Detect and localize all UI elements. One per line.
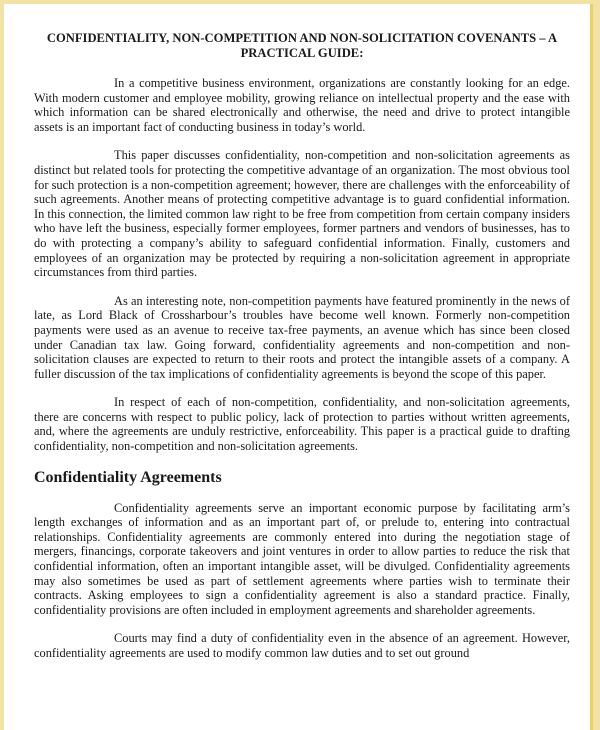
paragraph-confidentiality-courts: Courts may find a duty of confidentiality even in the absence of an agreement. However, confidentiality agreements are used to modify common law duties and to set out ground [34, 631, 570, 660]
paragraph-tax-note: As an interesting note, non-competition payments have featured prominently in the news of late, as Lord Black of Crossharbour’s troubles have become well known. Formerly non-competition payments were used as an avenue to receive tax-free payments, an avenue which has since been closed under Canadian tax law. Going forward, confidentiality agreements and non-competition and non-solicitation clauses are expected to return to their roots and protect the intangible assets of a company. A fuller discussion of the tax implications of confidentiality agreements is beyond the scope of this paper. [34, 293, 570, 381]
paragraph-scope: This paper discusses confidentiality, non-competition and non-solicitation agreements as distinct but related tools for protecting the competitive advantage of an organization. The most obvious tool for such protection is a non-competition agreement; however, there are challenges with the enforceability of such agreements. Another means of protecting competitive advantage is to guard confidential information. In this connection, the limited common law right to be free from competition from certain company insiders who have left the business, especially former employees, former partners and vendors of businesses, has to do with protecting a company’s ability to safeguard confidential information. Finally, customers and employees of an organization may be protected by requiring a non-solicitation agreement in appropriate circumstances from third parties. [34, 148, 570, 280]
paragraph-concerns: In respect of each of non-competition, confidentiality, and non-solicitation agreements, there are concerns with respect to public policy, lack of protection to parties without written agreements, and, where the agreements are unduly restrictive, enforceability. This paper is a practical guide to drafting confidentiality, non-competition and non-solicitation agreements. [34, 395, 570, 454]
document-page [4, 4, 593, 730]
section-heading: Confidentiality Agreements [34, 468, 222, 486]
paragraph-intro: In a competitive business environment, organizations are constantly looking for an edge. With modern customer and employee mobility, growing reliance on intellectual property and the ease with which information can be shared electronically and otherwise, the need and drive to protect intangible assets is an important fact of conducting business in today’s world. [34, 76, 570, 134]
document-body [34, 31, 570, 675]
document-title: CONFIDENTIALITY, NON-COMPETITION AND NON-SOLICITATION COVENANTS – A PRACTICAL GUIDE: [46, 31, 558, 60]
paragraph-confidentiality-purpose: Confidentiality agreements serve an important economic purpose by facilitating arm’s length exchanges of information and as an important part of, or prelude to, entering into contractual relationships. Confidentiality agreements are commonly entered into during the negotiation stage of mergers, financings, corporate takeovers and joint ventures in order to allow parties to reduce the risk that confidential information, often an important intangible asset, will be divulged. Confidentiality agreements may also sometimes be used as part of settlement agreements where parties wish to terminate their contracts. Asking employees to sign a confidentiality agreement is also a standard practice. Finally, confidentiality provisions are often included in employment agreements and shareholder agreements. [34, 500, 570, 617]
